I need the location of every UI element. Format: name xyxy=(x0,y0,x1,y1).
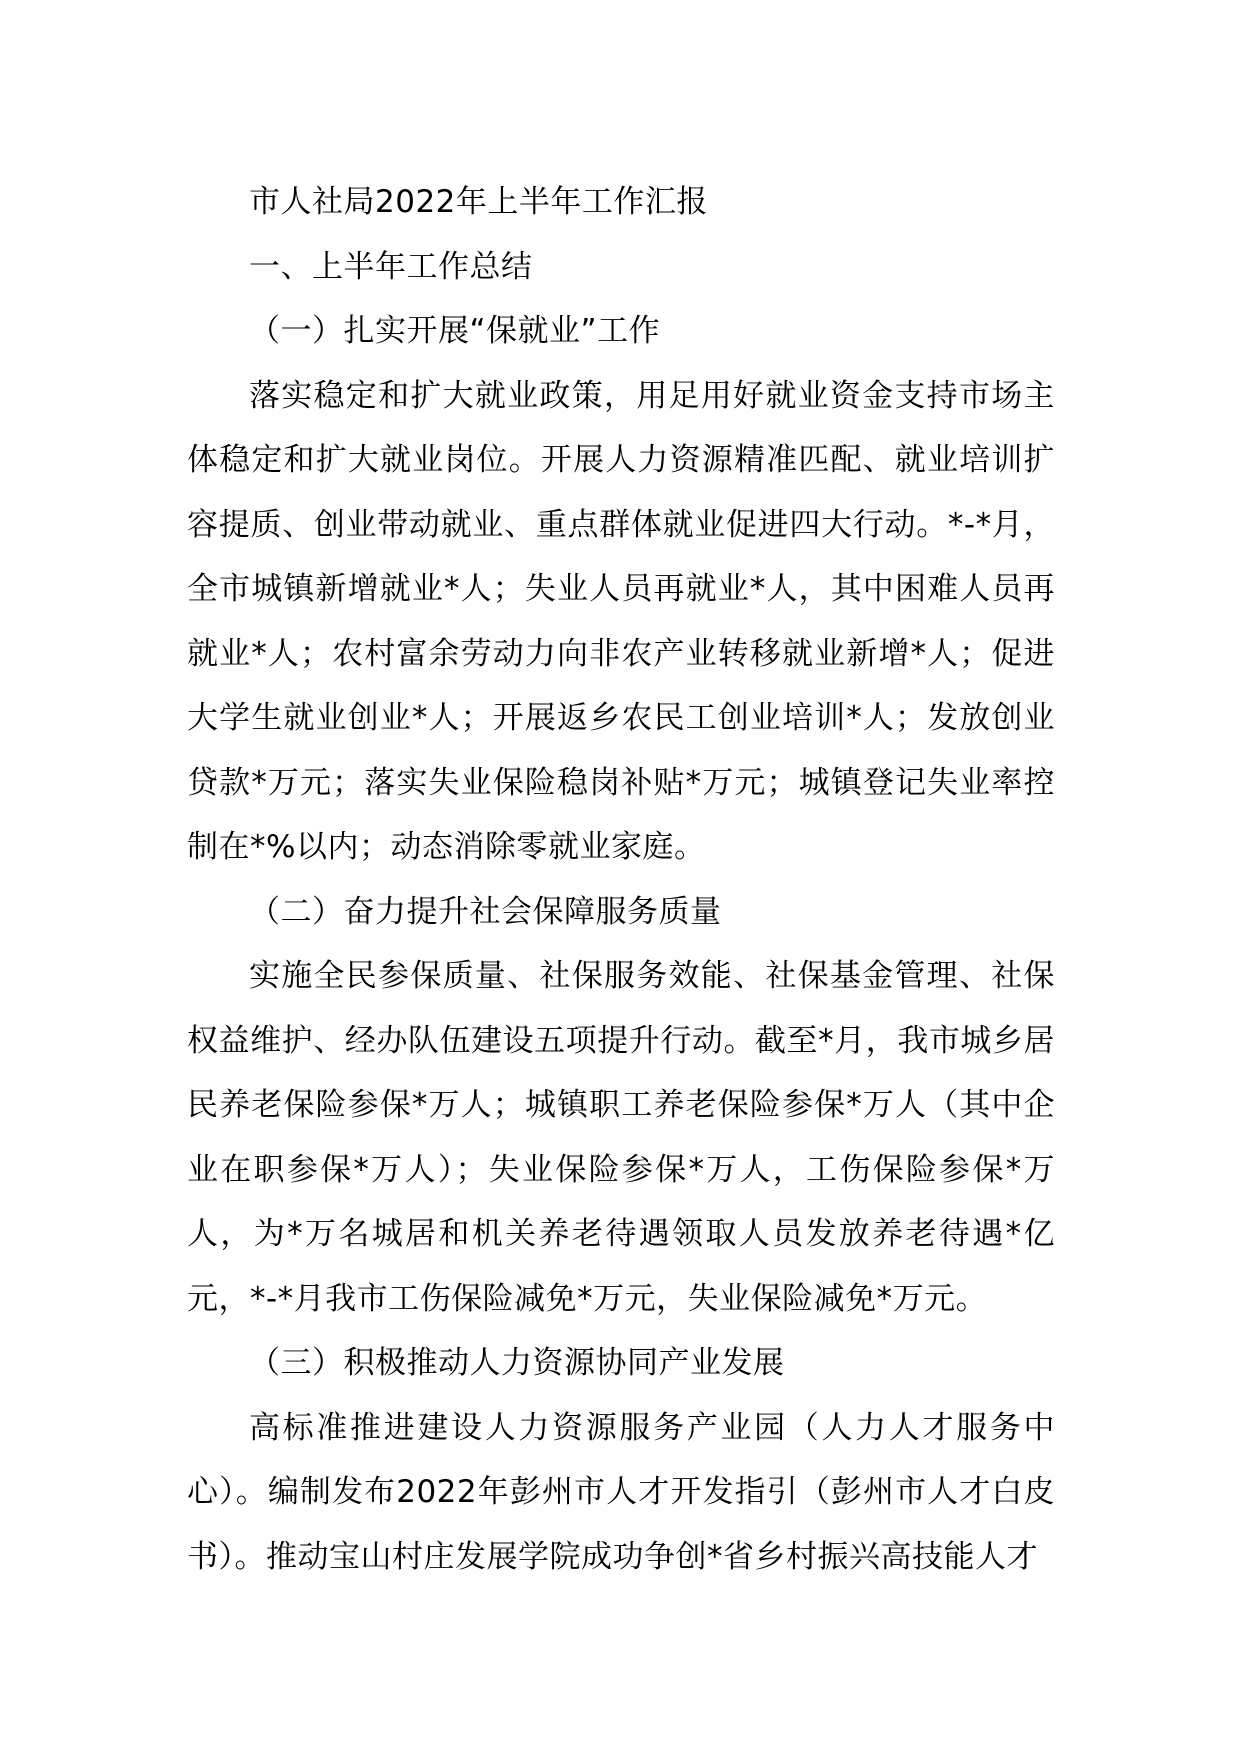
section-heading-summary: 一、上半年工作总结 xyxy=(249,248,533,285)
subsection-heading-human-resources: （三）积极推动人力资源协同产业发展 xyxy=(249,1345,785,1381)
document-body xyxy=(187,170,1055,1589)
paragraph-employment: 落实稳定和扩大就业政策，用足用好就业资金支持市场主体稳定和扩大就业岗位。开展人力资源精准匹配、就业培训扩容提质、创业带动就业、重点群体就业促进四大行动。*-*月，全市城镇新增就业*人；失业人员再就业*人，其中困难人员再就业*人；农村富余劳动力向非农产业转移就业新增*人；促进大学生就业创业*人；开展返乡农民工创业培训*人；发放创业贷款*万元；落实失业保险稳岗补贴*万元；城镇登记失业率控制在*%以内；动态消除零就业家庭。 xyxy=(187,377,1055,865)
subsection-heading-employment: （一）扎实开展“保就业”工作 xyxy=(249,313,661,349)
subsection-heading-social-security: （二）奋力提升社会保障服务质量 xyxy=(249,893,722,930)
paragraph-human-resources: 高标准推进建设人力资源服务产业园（人力人才服务中心）。编制发布2022年彭州市人才开发指引（彭州市人才白皮书）。推动宝山村庄发展学院成功争创*省乡村振兴高技能人才 xyxy=(187,1409,1055,1575)
paragraph-social-security: 实施全民参保质量、社保服务效能、社保基金管理、社保权益维护、经办队伍建设五项提升行动。截至*月，我市城乡居民养老保险参保*万人；城镇职工养老保险参保*万人（其中企业在职参保*万人）；失业保险参保*万人，工伤保险参保*万人，为*万名城居和机关养老待遇领取人员发放养老待遇*亿元，*-*月我市工伤保险减免*万元，失业保险减免*万元。 xyxy=(187,958,1055,1317)
document-title: 市人社局2022年上半年工作汇报 xyxy=(249,184,708,220)
